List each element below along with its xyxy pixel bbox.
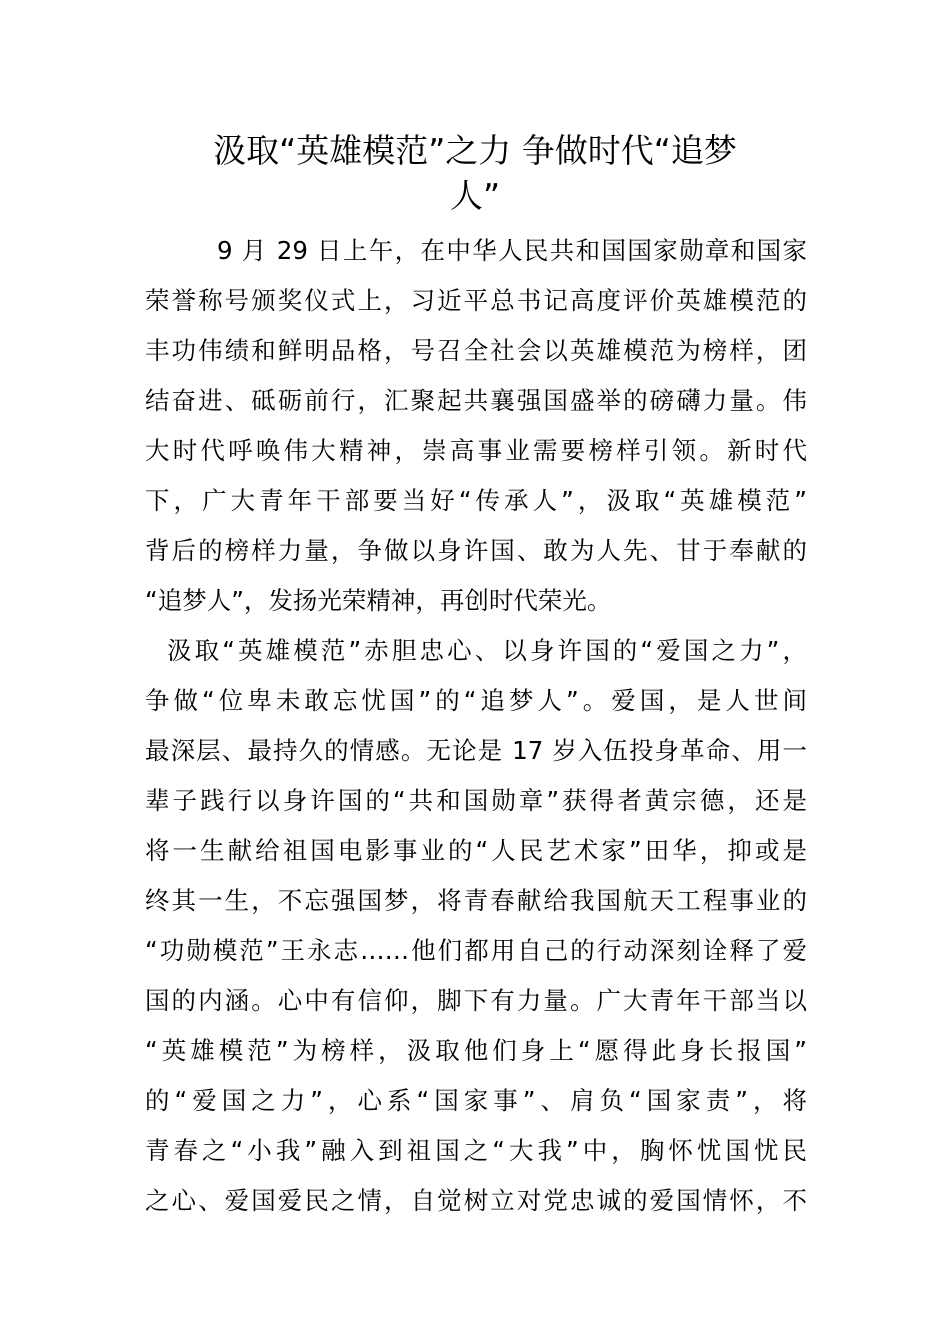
paragraph-2-line: 辈子践行以身许国的“共和国勋章”获得者黄宗德，还是 <box>145 786 807 815</box>
paragraph-2-line: 的“爱国之力”，心系“国家事”、肩负“国家责”，将 <box>145 1086 807 1115</box>
paragraph-2-line: 汲取“英雄模范”赤胆忠心、以身许国的“爱国之力”， <box>167 636 807 665</box>
paragraph-2-line: 国的内涵。心中有信仰，脚下有力量。广大青年干部当以 <box>145 986 807 1015</box>
paragraph-2-line: 终其一生，不忘强国梦，将青春献给我国航天工程事业的 <box>145 886 807 915</box>
paragraph-1-line: 结奋进、砥砺前行，汇聚起共襄强国盛举的磅礴力量。伟 <box>145 386 807 415</box>
paragraph-1-line: 大时代呼唤伟大精神，崇高事业需要榜样引领。新时代 <box>145 436 807 465</box>
document-body <box>145 226 807 1226</box>
paragraph-1-line: 下，广大青年干部要当好“传承人”，汲取“英雄模范” <box>145 486 807 515</box>
paragraph-1-line: 背后的榜样力量，争做以身许国、敢为人先、甘于奉献的 <box>145 536 807 565</box>
paragraph-2-line: “功勋模范”王永志……他们都用自己的行动深刻诠释了爱 <box>145 936 807 965</box>
paragraph-1-line: 9 月 29 日上午，在中华人民共和国国家勋章和国家 <box>217 236 807 265</box>
paragraph-1-line: 丰功伟绩和鲜明品格，号召全社会以英雄模范为榜样，团 <box>145 336 807 365</box>
paragraph-2-line: 最深层、最持久的情感。无论是 17 岁入伍投身革命、用一 <box>145 736 807 765</box>
paragraph-2-line: 青春之“小我”融入到祖国之“大我”中，胸怀忧国忧民 <box>145 1136 807 1165</box>
paragraph-2-line: “英雄模范”为榜样，汲取他们身上“愿得此身长报国” <box>145 1036 807 1065</box>
paragraph-2-line: 将一生献给祖国电影事业的“人民艺术家”田华，抑或是 <box>145 836 807 865</box>
document-title <box>145 128 805 218</box>
paragraph-2-line: 之心、爱国爱民之情，自觉树立对党忠诚的爱国情怀，不 <box>145 1186 807 1215</box>
paragraph-1-line: 荣誉称号颁奖仪式上，习近平总书记高度评价英雄模范的 <box>145 286 807 315</box>
title-line-2: 人” <box>449 176 501 215</box>
paragraph-1-line: “追梦人”，发扬光荣精神，再创时代荣光。 <box>145 586 612 615</box>
title-line-1: 汲取“英雄模范”之力 争做时代“追梦 <box>213 131 737 170</box>
paragraph-2-line: 争做“位卑未敢忘忧国”的“追梦人”。爱国，是人世间 <box>145 686 807 715</box>
